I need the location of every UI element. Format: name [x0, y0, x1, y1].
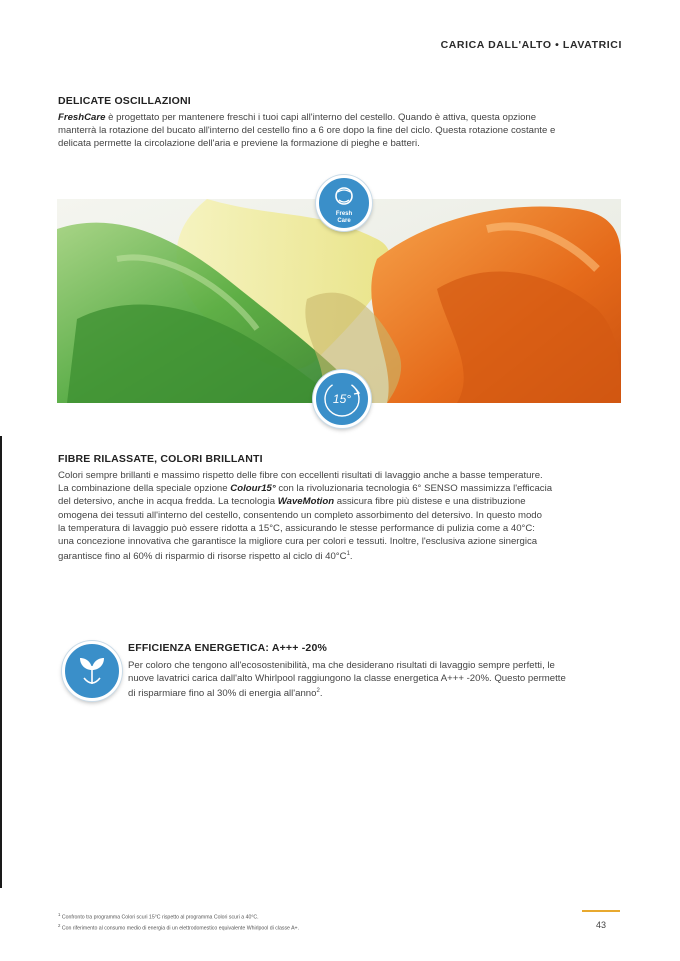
footnote-ref: 2 — [316, 688, 320, 695]
footnote-ref: 1 — [346, 551, 350, 558]
temperature-label: 15° — [332, 392, 352, 406]
section-title-energy: EFFICIENZA ENERGETICA: A+++ -20% — [128, 642, 328, 654]
text-line: garantisce fino al 60% di risparmio di risorse rispetto al ciclo di $40^\circ C^1$. — [58, 551, 353, 563]
section-body-delicate — [58, 111, 628, 151]
section-title-fibre: FIBRE RILASSATE, COLORI BRILLANTI — [58, 453, 263, 465]
footnote: $^1$ Confronto tra programma Colori scuri 15°C rispetto al programma Colori scuri a 40°C. — [58, 912, 259, 921]
text-line: la temperatura di lavaggio può essere ridotta a 15°C, assicurando le stesse performance di pulizia come a 40°C: — [58, 522, 535, 534]
text-line: omogena dei tessuti all'interno del cestello, consentendo un completo assorbimento del detersivo. In questo modo — [58, 509, 542, 521]
text-line: una concezione innovativa che garantisce la migliore cura per colori e tessuti. Inoltre, l'esclusiva azione sinergica — [58, 536, 538, 548]
text-line: Per coloro che tengono all'ecosostenibilità, ma che desiderano risultati di lavaggio sempre perfetti, le — [128, 660, 555, 671]
eco-leaf-icon — [65, 644, 119, 698]
left-edge-rule — [0, 436, 2, 888]
fresh-care-badge — [316, 175, 372, 231]
eco-badge — [62, 641, 122, 701]
page-header: CARICA DALL'ALTO • LAVATRICI — [440, 39, 622, 51]
footnotes — [58, 911, 299, 933]
text-line: Colori sempre brillanti e massimo rispetto delle fibre con eccellenti risultati di lavaggio anche a basse temperature. — [58, 470, 543, 481]
text-line: delicata permette la circolazione dell'aria e previene la formazione di pieghe e batteri. — [58, 138, 420, 150]
text-line: di risparmiare fino al 30% di energia all'anno$^2$. — [128, 688, 323, 700]
brand-term: Colour15° — [230, 483, 276, 495]
section-body-energy — [128, 659, 628, 701]
fresh-care-label: Fresh Care — [335, 211, 353, 224]
page-number: 43 — [596, 920, 607, 930]
section-body-fibre — [58, 469, 628, 564]
temperature-15-badge — [313, 370, 371, 428]
text-line: nuove lavatrici carica dall'alto Whirlpool raggiungono la classe energetica A+++ -20%. Questo permette — [128, 673, 566, 685]
page-number-rule — [582, 910, 620, 912]
text-line: manterrà la rotazione del bucato all'interno del cestello fino a 6 ore dopo la fine del ciclo. Questa rotazione costante e — [58, 125, 556, 137]
text-line: FreshCare è progettato per mantenere freschi i tuoi capi all'interno del cestello. Quando è attiva, questa opzione — [58, 112, 537, 123]
brand-term: FreshCare — [58, 112, 106, 123]
text-line: del detersivo, anche in acqua fredda. La tecnologia WaveMotion assicura fibre più distese e una distribuzione — [58, 496, 526, 508]
text-line: La combinazione della speciale opzione Colour15° con la rivoluzionaria tecnologia 6° SENSO massimizza l'efficacia — [58, 483, 553, 495]
brand-term: WaveMotion — [277, 496, 335, 508]
footnote: $^2$ Con riferimento al consumo medio di energia di un elettrodomestico equivalente Whirlpool di classe A+. — [58, 923, 300, 932]
section-title-delicate: DELICATE OSCILLAZIONI — [58, 95, 191, 107]
